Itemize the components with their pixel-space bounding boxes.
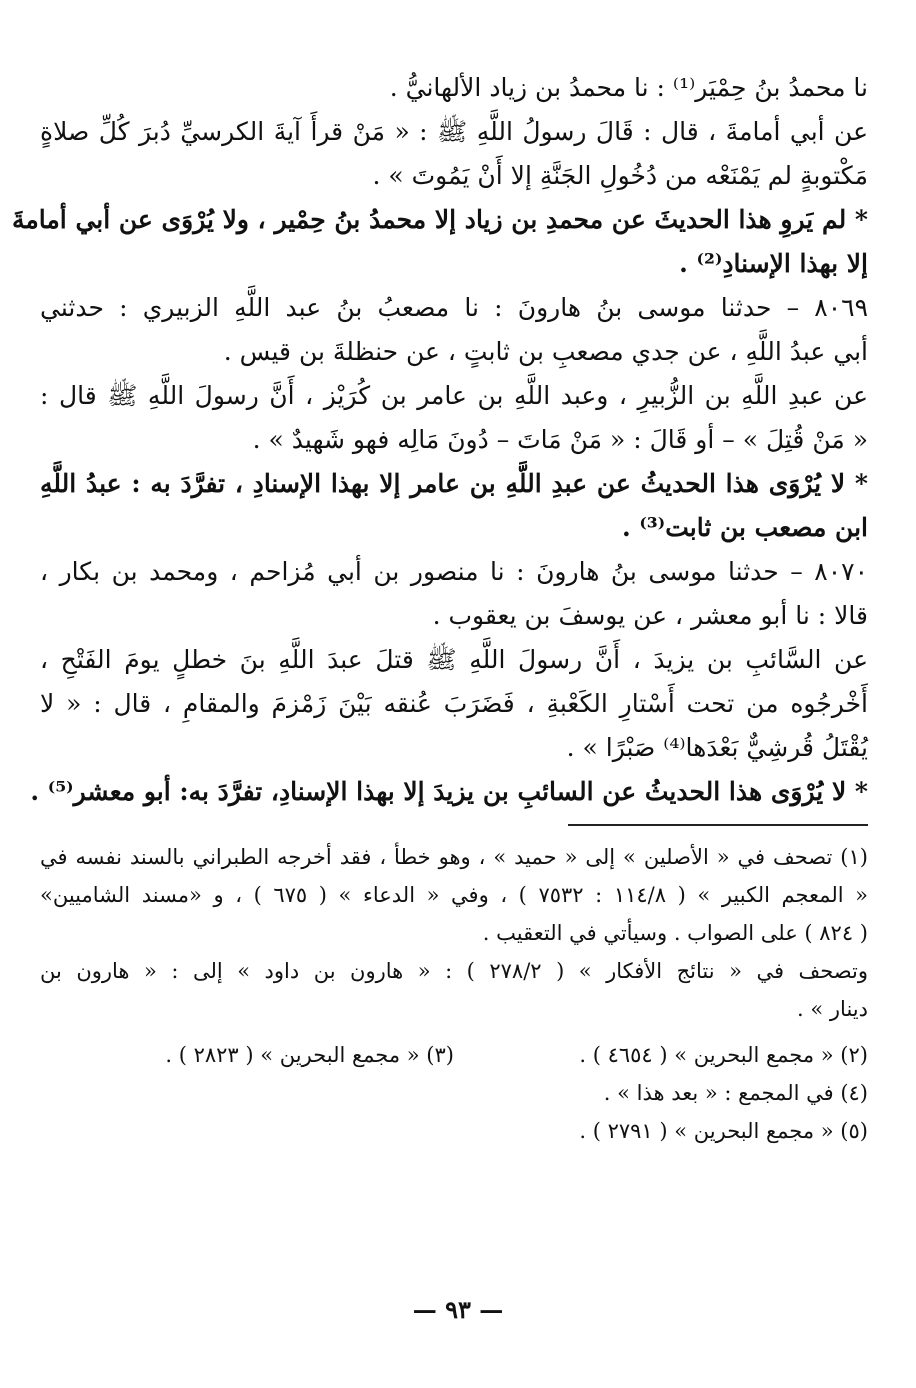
footnote-2: (٢) « مجمع البحرين » ( ٤٦٥٤ ) . [579,1043,868,1067]
hadith-8069-heading: ٨٠٦٩ – حدثنا موسى بنُ هارونَ : نا مصعبُ بنُ عبد اللَّهِ الزبيري : حدثني [40,293,868,322]
hadith-8070-heading: ٨٠٧٠ – حدثنا موسى بنُ هارونَ : نا منصور بن أبي مُزاحم ، ومحمد بن بكار ، [40,557,868,586]
text-line-17: * لا يُرْوَى هذا الحديثُ عن السائبِ بن يزيدَ إلا بهذا الإسنادِ، تفرَّدَ به: أبو معشر⁽⁵⁾ . [30,777,868,806]
footnote-1-line-4: وتصحف في « نتائج الأفكار » ( ٢٧٨/٢ ) : « هارون بن داود » إلى : « هارون بن [40,959,868,983]
footnote-row-2-3 [40,1036,868,1074]
text-line-5: إلا بهذا الإسنادِ⁽²⁾ . [679,249,868,278]
text-line-11: ابن مصعب بن ثابت⁽³⁾ . [621,513,868,542]
page-number: — ٩٣ — [412,1295,504,1324]
text-line-15: أَخْرجُوه من تحت أَسْتارِ الكَعْبةِ ، فَضَرَبَ عُنقه بَيْنَ زَمْزمَ والمقامِ ، قال : « لا [40,689,868,718]
page-body [12,66,868,1366]
footnote-1-line-2: « المعجم الكبير » ( ١١٤/٨ : ٧٥٣٢ ) ، وفي « الدعاء » ( ٦٧٥ ) ، و «مسند الشاميين» [40,883,868,907]
text-line-8: عن عبدِ اللَّهِ بن الزُّبيرِ ، وعبد اللَّهِ بن عامر بن كُرَيْز ، أَنَّ رسولَ اللَّهِ ﷺ قال : [40,381,868,410]
footnote-3: (٣) « مجمع البحرين » ( ٢٨٢٣ ) . [165,1043,454,1067]
text-line-2: عن أبي أمامةَ ، قال : قَالَ رسولُ اللَّهِ ﷺ : « مَنْ قرأَ آيةَ الكرسيِّ دُبرَ كُلِّ صلاةٍ [40,117,868,146]
text-line-4: * لم يَروِ هذا الحديثَ عن محمدِ بن زياد إلا محمدُ بنُ حِمْير ، ولا يُرْوَى عن أبي أمامةَ [12,205,868,234]
footnote-1-line-3: ( ٨٢٤ ) على الصواب . وسيأتي في التعقيب . [482,921,868,945]
footnote-5: (٥) « مجمع البحرين » ( ٢٧٩١ ) . [579,1119,868,1143]
text-line-14: عن السَّائبِ بن يزيدَ ، أَنَّ رسولَ اللَّهِ ﷺ قتلَ عبدَ اللَّهِ بنَ خطلٍ يومَ الفَتْحِ ، [40,645,868,674]
footnote-1-line-5: دينار » . [797,997,868,1021]
text-line-16: يُقْتَلُ قُرشِيٌّ بَعْدَها⁽⁴⁾ صَبْرًا » . [566,733,868,762]
text-line-7: أبي عبدُ اللَّهِ ، عن جدي مصعبِ بن ثابتٍ ، عن حنظلةَ بن قيس . [223,337,868,366]
footnote-4: (٤) في المجمع : « بعد هذا » . [603,1081,868,1105]
footnote-1-line-1: (١) تصحف في « الأصلين » إلى « حميد » ، وهو خطأ ، فقد أخرجه الطبراني بالسند نفسه في [40,845,868,869]
text-line-9: « مَنْ قُتِلَ » – أو قَالَ : « مَنْ مَاتَ – دُونَ مَالِه فهو شَهيدٌ » . [252,425,868,454]
text-line-1: نا محمدُ بنُ حِمْيَر⁽¹⁾ : نا محمدُ بن زياد الألهانيُّ . [389,73,868,102]
text-line-3: مَكْتوبةٍ لم يَمْنَعْه من دُخُولِ الجَنَّةِ إلا أَنْ يَمُوتَ » . [372,161,868,190]
footnotes [40,838,868,1150]
footnote-divider [568,824,868,826]
text-line-13: قالا : نا أبو معشر ، عن يوسفَ بن يعقوب . [432,601,868,630]
text-line-10: * لا يُرْوَى هذا الحديثُ عن عبدِ اللَّهِ بن عامر إلا بهذا الإسنادِ ، تفرَّدَ به : عبدُ اللَّهِ [40,469,868,498]
